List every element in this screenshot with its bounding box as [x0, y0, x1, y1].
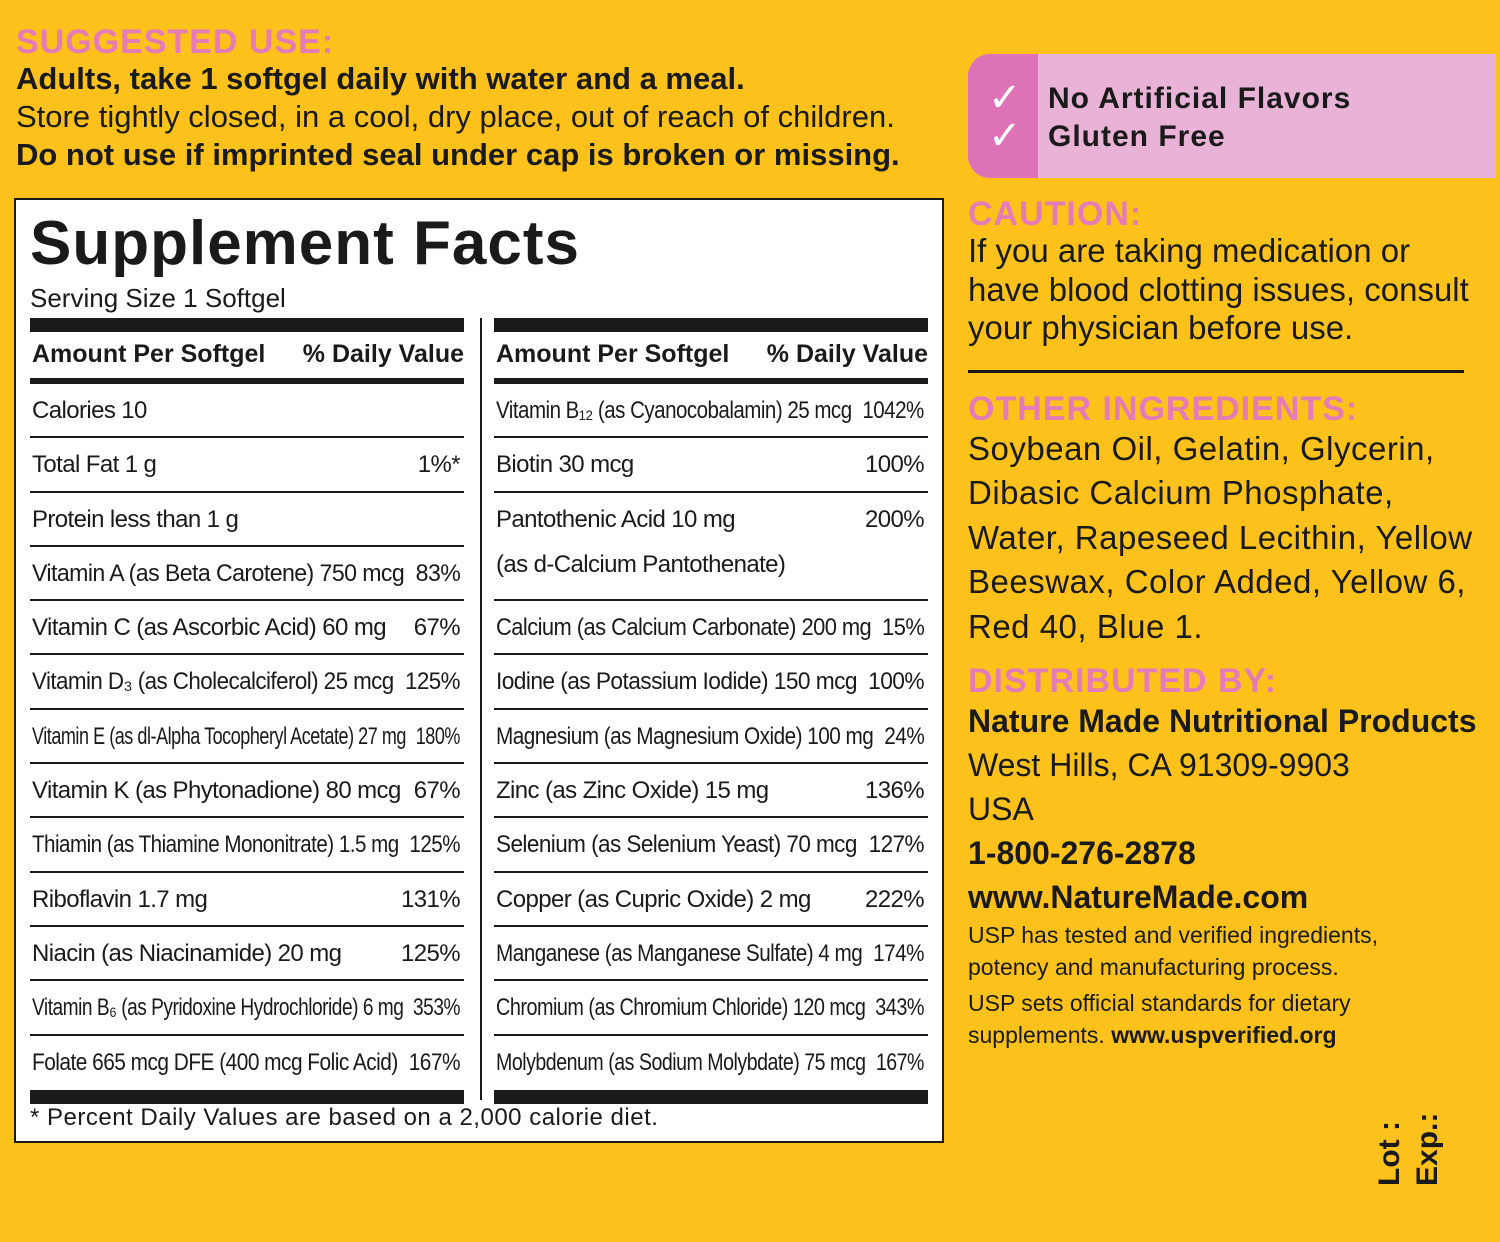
- nutrient-row: [30, 818, 464, 872]
- distributor-website: www.NatureMade.com: [968, 879, 1309, 915]
- suggested-use-seal-warning: Do not use if imprinted seal under cap is broken or missing.: [16, 137, 900, 172]
- lot-exp-area: [1372, 1112, 1452, 1190]
- suggested-use-section: [16, 24, 946, 174]
- nutrient-row: [494, 601, 928, 655]
- nutrient-name: Zinc (as Zinc Oxide) 15 mg: [496, 777, 769, 805]
- nutrient-daily-value: 1042%: [862, 397, 924, 424]
- daily-value-footnote: * Percent Daily Values are based on a 2,000 calorie diet.: [30, 1104, 659, 1131]
- nutrient-daily-value: 83%: [415, 559, 460, 587]
- nutrient-name: Pantothenic Acid 10 mg: [496, 505, 735, 533]
- nutrient-daily-value: 343%: [875, 994, 924, 1022]
- ingredients-line: Dibasic Calcium Phosphate,: [968, 474, 1394, 511]
- nutrient-row: [494, 981, 928, 1035]
- nutrient-name: Calcium (as Calcium Carbonate) 200 mg: [496, 614, 872, 642]
- nutrient-name: Vitamin K (as Phytonadione) 80 mcg: [32, 777, 401, 805]
- supplement-facts-panel: [14, 198, 944, 1143]
- checkmark-icon: ✓: [988, 114, 1022, 158]
- column-header: [30, 332, 464, 378]
- nutrient-daily-value: 125%: [405, 668, 460, 696]
- nutrient-daily-value: 67%: [413, 777, 460, 805]
- nutrient-daily-value: 1%*: [417, 451, 460, 479]
- nutrient-daily-value: 24%: [884, 722, 924, 750]
- nutrient-row: [30, 384, 464, 438]
- distributor-country: USA: [968, 791, 1034, 827]
- nutrient-daily-value: 125%: [409, 831, 460, 859]
- nutrient-source: (as d-Calcium Pantothenate): [496, 550, 786, 578]
- checkmark-icon: ✓: [988, 76, 1022, 120]
- nutrient-daily-value: 15%: [881, 614, 924, 642]
- nutrient-daily-value: 127%: [868, 831, 924, 859]
- column-separator: [480, 318, 482, 1100]
- nutrient-name: Total Fat 1 g: [32, 451, 157, 479]
- usp-statement-line: potency and manufacturing process.: [968, 954, 1339, 980]
- nutrient-name: Biotin 30 mcg: [496, 451, 634, 479]
- badge-claim-gluten-free: [968, 116, 1496, 156]
- nutrient-row: [30, 438, 464, 492]
- nutrient-name: Vitamin B₁₂ (as Cyanocobalamin) 25 mcg: [496, 397, 852, 424]
- lot-label: Lot :: [1373, 1121, 1406, 1186]
- nutrient-daily-value: 174%: [873, 939, 924, 967]
- nutrient-daily-value: 180%: [415, 722, 460, 750]
- nutrient-row: [494, 818, 928, 872]
- ingredients-line: Water, Rapeseed Lecithin, Yellow: [968, 518, 1473, 556]
- nutrient-name: Vitamin B₆ (as Pyridoxine Hydrochloride) 6 mg: [32, 994, 404, 1022]
- nutrient-daily-value: 167%: [408, 1048, 460, 1076]
- nutrient-row: [494, 384, 928, 438]
- usp-statement-line: [968, 1019, 1478, 1051]
- distributor-company: Nature Made Nutritional Products: [968, 703, 1477, 739]
- serving-size: Serving Size 1 Softgel: [30, 283, 286, 313]
- nutrient-name: Molybdenum (as Sodium Molybdate) 75 mcg: [496, 1048, 866, 1076]
- header-daily-value: % Daily Value: [766, 340, 928, 368]
- distributed-by-heading: DISTRIBUTED BY:: [968, 662, 1278, 700]
- nutrient-row: [30, 601, 464, 655]
- nutrient-name: Magnesium (as Magnesium Oxide) 100 mg: [496, 722, 874, 750]
- nutrient-daily-value: 67%: [413, 614, 460, 642]
- nutrient-row: [30, 655, 464, 709]
- suggested-use-storage: Store tightly closed, in a cool, dry place, out of reach of children.: [16, 99, 895, 134]
- nutrient-daily-value: 125%: [401, 939, 460, 967]
- caution-heading: CAUTION:: [968, 195, 1143, 233]
- nutrient-name: Riboflavin 1.7 mg: [32, 885, 208, 913]
- caution-text-line: your physician before use.: [968, 309, 1354, 346]
- nutrient-name: Calories 10: [32, 397, 147, 424]
- nutrient-row: [30, 493, 464, 547]
- right-info-column: [968, 196, 1478, 1051]
- facts-column-right: [494, 318, 928, 1104]
- header-daily-value: % Daily Value: [302, 340, 464, 368]
- nutrient-name: Chromium (as Chromium Chloride) 120 mcg: [496, 994, 866, 1022]
- badge-claim-text: No Artificial Flavors: [1048, 82, 1352, 115]
- nutrient-row: [494, 927, 928, 981]
- nutrient-row: [494, 1036, 928, 1090]
- other-ingredients-heading: OTHER INGREDIENTS:: [968, 389, 1359, 428]
- ingredients-line: Red 40, Blue 1.: [968, 607, 1203, 645]
- ingredients-line: Beeswax, Color Added, Yellow 6,: [968, 563, 1466, 600]
- nutrient-name: Vitamin C (as Ascorbic Acid) 60 mg: [32, 614, 386, 642]
- thick-rule: [494, 318, 928, 332]
- facts-rows-left: [30, 384, 464, 1090]
- column-header: [494, 332, 928, 378]
- nutrient-row: [494, 493, 928, 602]
- exp-label: Exp.:: [1411, 1112, 1444, 1186]
- caution-text-line: have blood clotting issues, consult: [968, 270, 1469, 308]
- header-amount: Amount Per Softgel: [496, 340, 730, 368]
- usp-statement-text: supplements.: [968, 1022, 1105, 1048]
- ingredients-line: Soybean Oil, Gelatin, Glycerin,: [968, 429, 1435, 467]
- suggested-use-dosage: Adults, take 1 softgel daily with water and a meal.: [16, 61, 745, 96]
- header-amount: Amount Per Softgel: [32, 340, 266, 368]
- nutrient-row: [30, 927, 464, 981]
- nutrient-name: Copper (as Cupric Oxide) 2 mg: [496, 885, 811, 913]
- nutrient-daily-value: 100%: [865, 451, 924, 479]
- badge-claim-text: Gluten Free: [1048, 120, 1226, 153]
- nutrient-row: [494, 655, 928, 709]
- thick-rule: [30, 318, 464, 332]
- usp-website: www.uspverified.org: [1111, 1022, 1337, 1048]
- nutrient-name: Iodine (as Potassium Iodide) 150 mcg: [496, 668, 857, 696]
- usp-statement-line: USP sets official standards for dietary: [968, 990, 1351, 1016]
- nutrient-name: Manganese (as Manganese Sulfate) 4 mg: [496, 939, 863, 967]
- nutrient-row: [30, 710, 464, 764]
- badge-claim-no-artificial-flavors: [968, 78, 1496, 118]
- caution-text-line: If you are taking medication or: [968, 232, 1411, 269]
- nutrient-row: [30, 764, 464, 818]
- nutrient-name: Vitamin E (as dl-Alpha Tocopheryl Acetate) 27 mg: [32, 722, 406, 750]
- nutrient-row: [30, 547, 464, 601]
- nutrient-row: [30, 873, 464, 927]
- nutrient-name: Folate 665 mcg DFE (400 mcg Folic Acid): [32, 1048, 398, 1076]
- nutrient-daily-value: 200%: [865, 505, 924, 533]
- nutrient-row: [494, 873, 928, 927]
- facts-column-left: [30, 318, 464, 1104]
- nutrient-name: Protein less than 1 g: [32, 505, 239, 533]
- nutrient-daily-value: 353%: [413, 994, 460, 1022]
- section-divider: [968, 370, 1464, 373]
- nutrient-name: Vitamin D₃ (as Cholecalciferol) 25 mcg: [32, 668, 394, 696]
- nutrient-daily-value: 136%: [865, 777, 924, 805]
- nutrient-daily-value: 131%: [401, 885, 460, 913]
- supplement-facts-title: Supplement Facts: [30, 209, 580, 278]
- claims-badge: [968, 54, 1496, 178]
- nutrient-row: [494, 764, 928, 818]
- nutrient-name: Thiamin (as Thiamine Mononitrate) 1.5 mg: [32, 831, 399, 859]
- nutrient-row: [494, 710, 928, 764]
- suggested-use-heading: SUGGESTED USE:: [16, 23, 335, 61]
- facts-rows-right: [494, 384, 928, 1090]
- nutrient-name: Niacin (as Niacinamide) 20 mg: [32, 939, 342, 967]
- nutrient-row: [30, 1036, 464, 1090]
- distributor-phone: 1-800-276-2878: [968, 835, 1196, 871]
- nutrient-row: [30, 981, 464, 1035]
- nutrient-daily-value: 167%: [875, 1048, 924, 1076]
- nutrient-row: [494, 438, 928, 492]
- usp-statement-line: USP has tested and verified ingredients,: [968, 922, 1378, 948]
- distributor-city: West Hills, CA 91309-9903: [968, 747, 1350, 783]
- nutrient-name: Vitamin A (as Beta Carotene) 750 mcg: [32, 559, 405, 587]
- nutrient-daily-value: 100%: [868, 668, 924, 696]
- nutrient-daily-value: 222%: [865, 885, 924, 913]
- nutrient-name: Selenium (as Selenium Yeast) 70 mcg: [496, 831, 857, 859]
